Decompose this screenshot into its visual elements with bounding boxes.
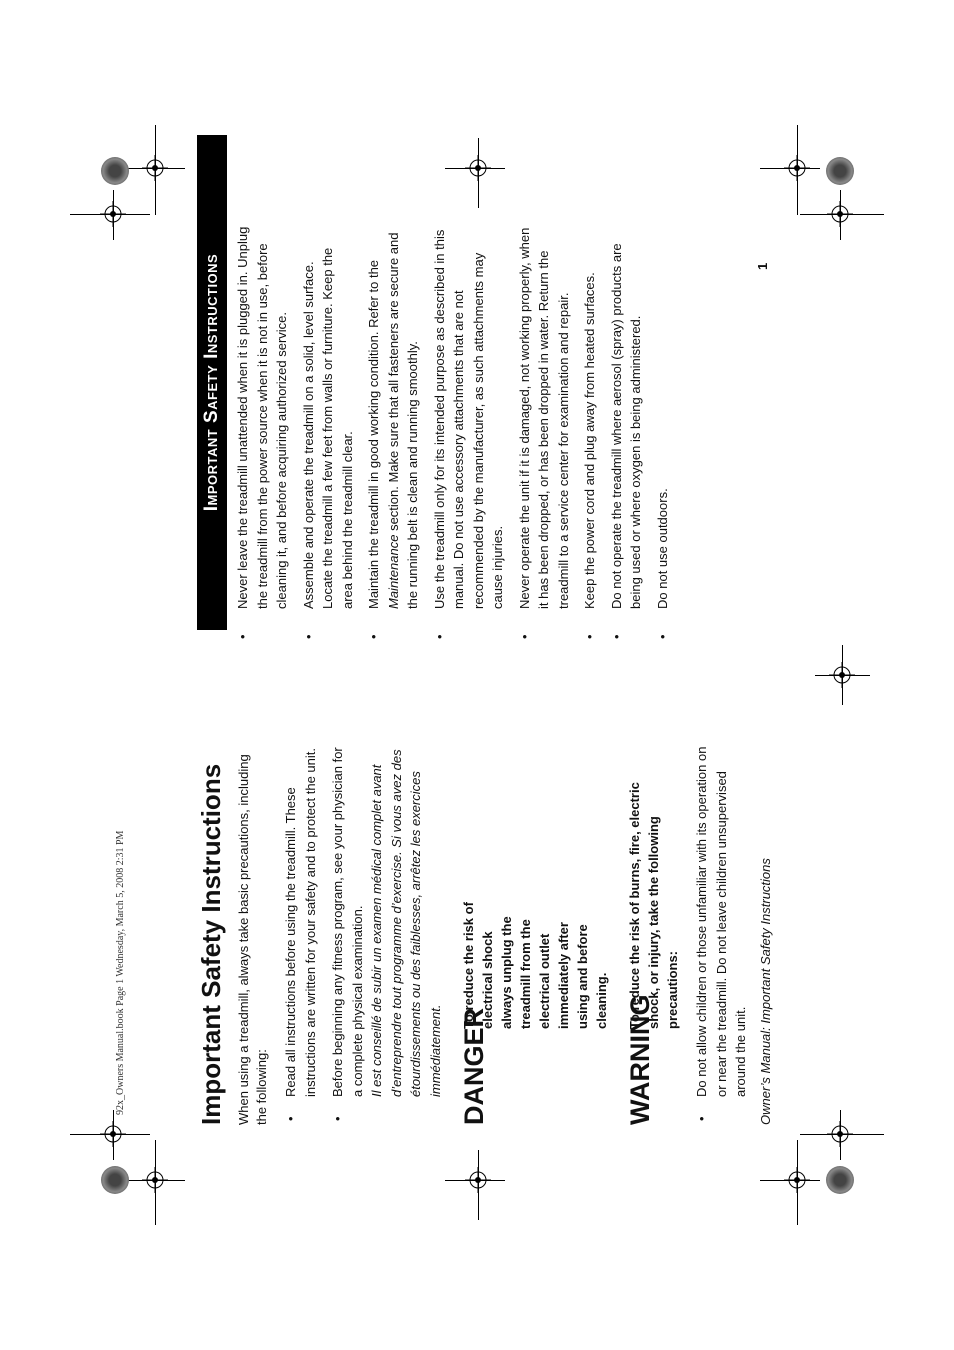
registration-target-icon: [784, 155, 810, 181]
warning-list: [692, 745, 751, 1125]
list-item: • Do not allow children or those unfamiliar with its operation on or near the treadmill. Do not leave children unsupervised around the unit.: [692, 745, 751, 1125]
warning-notice: [625, 745, 682, 1125]
list-item: • Use the treadmill only for its intended purpose as described in this manual. Do not use accessory attachments that are not recommended by the manufacturer, as such attachments may cause injuries.: [430, 225, 508, 645]
list-item: • Do not operate the treadmill where aerosol (spray) products are being used or where oxygen is being administered.: [607, 225, 646, 645]
registration-target-icon: [827, 1121, 853, 1147]
color-rosette-icon: [826, 157, 854, 185]
right-column: [233, 225, 679, 645]
danger-label: DANGER: [459, 1007, 489, 1125]
precautions-list: [233, 225, 672, 645]
list-item-text: • Before beginning any fitness program, see your physician for a complete physical examination.: [330, 747, 365, 1097]
left-column: [195, 745, 759, 1125]
file-info-line: 92x_Owners Manual.book Page 1 Wednesday, March 5, 2008 2:31 PM: [115, 830, 126, 1115]
list-item: • Do not use outdoors.: [653, 225, 673, 645]
danger-text: To reduce the risk of electrical shock always unplug the treadmill from the electrical outlet immediately after using and before cleaning.: [461, 902, 609, 1029]
list-item: • Never leave the treadmill unattended when it is plugged in. Unplug the treadmill from the power source when it is not in use, before cleaning it, and before acquiring authorized service.: [233, 225, 292, 645]
list-item: • Maintain the treadmill in good working condition. Refer to the Maintenance section. Make sure that all fasteners are secure and the running belt is clean and running smoothly.: [364, 225, 423, 645]
list-item: • Assemble and operate the treadmill on a solid, level surface. Locate the treadmill a few feet from walls or furniture. Keep the area behind the treadmill clear.: [299, 225, 358, 645]
registration-target-icon: [827, 201, 853, 227]
section-banner-label: Important Safety Instructions: [201, 253, 222, 512]
color-rosette-icon: [101, 157, 129, 185]
registration-target-icon: [829, 662, 855, 688]
page-number: 1: [755, 262, 770, 270]
list-item: • Never operate the unit if it is damaged, not working properly, when it has been dropped, or has been dropped in water. Return the treadmill to a service center for examination and repair.: [515, 225, 574, 645]
registration-target-icon: [100, 1121, 126, 1147]
color-rosette-icon: [101, 1166, 129, 1194]
french-note: Il est conseillé de subir un examen médical complet avant d’entreprendre tout programme d’exercise. Si vous avez des étourdissements ou des faiblesses, arrêtez les exercices immédiatement.: [369, 749, 443, 1097]
warning-label: WARNING: [625, 994, 655, 1125]
registration-target-icon: [142, 1167, 168, 1193]
registration-target-icon: [465, 155, 491, 181]
footer-section: Important Safety Instructions: [758, 858, 773, 1024]
registration-target-icon: [100, 201, 126, 227]
danger-notice: [459, 745, 611, 1125]
warning-text: To reduce the risk of burns, fire, electric shock, or injury, take the following precautions:: [627, 782, 680, 1029]
registration-target-icon: [784, 1167, 810, 1193]
page-footer: [758, 858, 773, 1125]
page-content: [195, 225, 775, 1125]
footer-owner: Owner’s Manual:: [758, 1027, 773, 1125]
list-item: [328, 745, 445, 1125]
intro-text: When using a treadmill, always take basic precautions, including the following:: [236, 754, 269, 1125]
precautions-list: [281, 745, 445, 1125]
registration-target-icon: [465, 1167, 491, 1193]
registration-target-icon: [142, 155, 168, 181]
list-item: • Read all instructions before using the treadmill. These instructions are written for your safety and to protect the unit.: [281, 745, 320, 1125]
list-item: • Keep the power cord and plug away from heated surfaces.: [580, 225, 600, 645]
page-title: Important Safety Instructions: [196, 763, 226, 1125]
maintenance-ref: Maintenance: [385, 534, 401, 609]
color-rosette-icon: [826, 1166, 854, 1194]
section-banner: [197, 135, 227, 630]
